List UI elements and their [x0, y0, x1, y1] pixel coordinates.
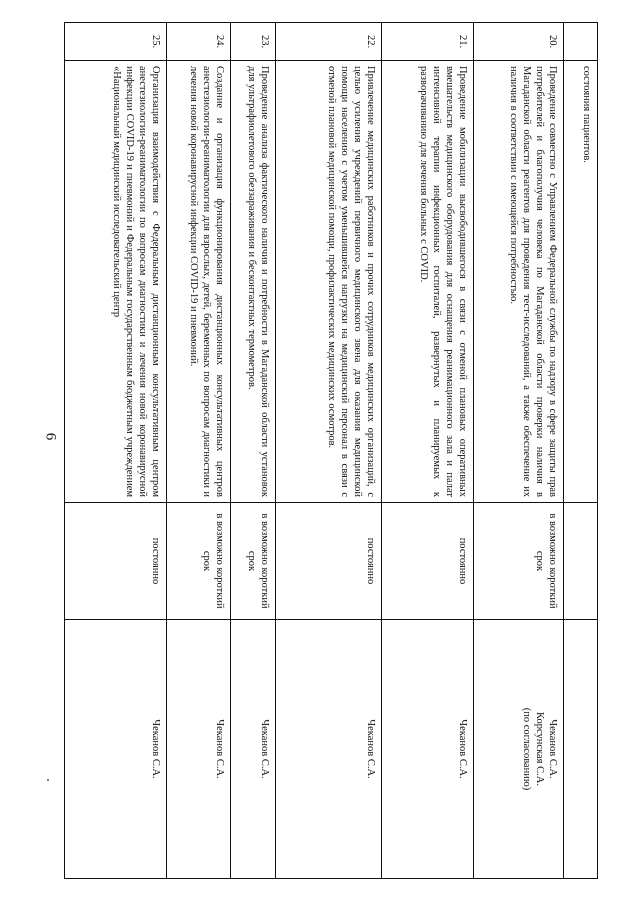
responsible-name: Чеканов С.А. [365, 719, 376, 779]
table-row [275, 23, 381, 878]
row-number-cell: 24. [167, 23, 230, 61]
responsible-cell [564, 620, 597, 878]
table-row-continuation [563, 23, 597, 878]
row-number-cell: 22. [276, 23, 381, 61]
responsible-cell [382, 620, 473, 878]
responsible-cell [65, 620, 166, 878]
responsible-name: Чеканов С.А. [259, 719, 270, 779]
row-number-cell: 20. [474, 23, 563, 61]
row-number-cell: 21. [382, 23, 473, 61]
term-cell: в возможно короткий срок [474, 503, 563, 620]
term-cell: в возможно короткий срок [231, 503, 275, 620]
table-row [65, 23, 166, 878]
table-row [230, 23, 275, 878]
event-cell: Проведение анализа фактического наличия и потребности в Магаданской области установок для ультрафиолетового обеззараживания и бесконтактных термометров. [231, 61, 275, 503]
term-cell: постоянно [65, 503, 166, 620]
event-cell: Проведение мобилизации высвободившегося в связи с отменой плановых оперативных вмешательств медицинского оборудования для оснащения реанимационного зала и палат интенсивной терапии инфекционных госпиталей, развернутых и планируемых к разворачиванию для лечения больных с COVID. [382, 61, 473, 503]
measures-table-body [64, 22, 598, 879]
responsible-name: Чеканов С.А. [214, 719, 225, 779]
responsible-cell [474, 620, 563, 878]
scan-artifact-dot [47, 779, 49, 781]
event-cell: Организация взаимодействия с Федеральным дистанционным консультативным центром анестезиологии-реаниматологии по вопросам диагностики и лечения новой коронавирусной инфекции COVID-19 и пневмоний и Федеральным государственным бюджетным учреждением «Национальный медицинский исследовательский центр [65, 61, 166, 503]
page-number: 6 [42, 432, 59, 441]
event-cell: состояния пациентов. [564, 61, 597, 503]
responsible-name: Чеканов С.А. [457, 719, 468, 779]
table-row [166, 23, 230, 878]
responsible-name: Корсунская С.А. [534, 712, 545, 786]
responsible-cell [167, 620, 230, 878]
measures-table [64, 22, 598, 879]
table-row [473, 23, 563, 878]
row-number-cell: 23. [231, 23, 275, 61]
event-cell: Создание и организация функционирования дистанционных консультативных центров анестезиологии-реаниматологии для взрослых, детей, беременных по вопросам диагностики и лечения новой коронавирусной инфекции COVID-19 и пневмоний. [167, 61, 230, 503]
term-cell: постоянно [276, 503, 381, 620]
table-row [381, 23, 473, 878]
responsible-name: Чеканов С.А. [547, 719, 558, 779]
row-number-cell: 25. [65, 23, 166, 61]
term-cell: постоянно [382, 503, 473, 620]
responsible-cell [231, 620, 275, 878]
responsible-note: (по согласованию) [521, 707, 532, 791]
event-cell: Привлечение медицинских работников и прочих сотрудников медицинских организаций, с целью усиления учреждений первичного медицинского звена для оказания медицинской помощи населению с учетом уменьшившейся нагрузки на медицинский персонал в связи с отменой плановой медицинской помощи, профилактических медицинских осмотров. [276, 61, 381, 503]
responsible-name: Чеканов С.А. [150, 719, 161, 779]
event-cell: Проведение совместно с Управлением Федеральной службы по надзору в сфере защиты прав потребителей и благополучия человека по Магаданской области проверки наличия в Магаданской области реагентов для проведения тест-исследований, а также обеспечение их наличия в соответствии с имеющейся потребностью. [474, 61, 563, 503]
responsible-cell [276, 620, 381, 878]
term-cell: в возможно короткий срок [167, 503, 230, 620]
term-cell [564, 503, 597, 620]
row-number-cell [564, 23, 597, 61]
